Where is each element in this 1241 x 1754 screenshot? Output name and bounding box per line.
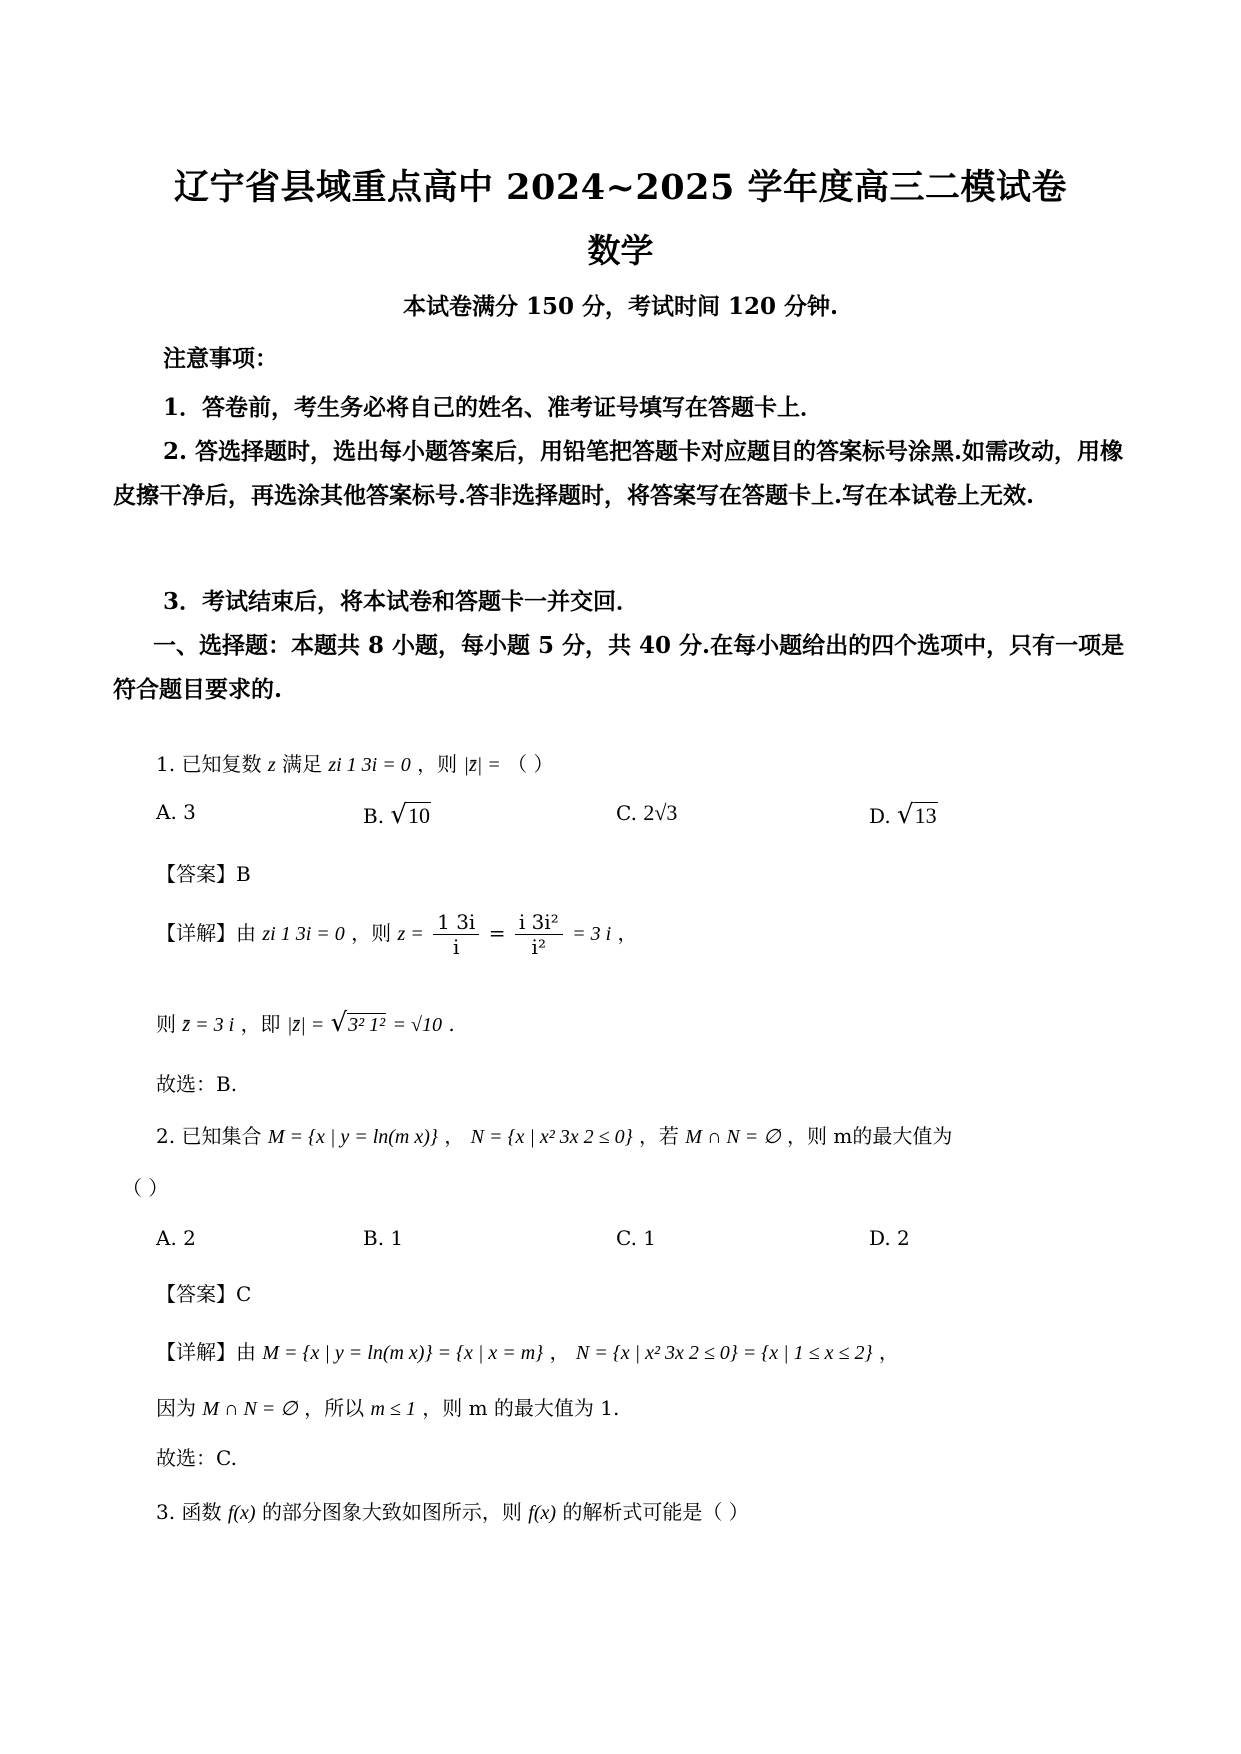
- q2-detail-line2: 因为 M ∩ N = ∅ ，所以 m ≤ 1 ，则 m 的最大值为 1.: [156, 1396, 620, 1420]
- q1-detail-line2: 则 z̄ = 3 i ，即 |z̄| = √3² 1² = √10 .: [156, 1008, 455, 1038]
- question-3-stem: 3. 函数 f(x) 的部分图象大致如图所示，则 f(x) 的解析式可能是（ ）: [156, 1500, 749, 1524]
- q2-option-a: A. 2: [156, 1226, 196, 1250]
- notice-item-1: 1．答卷前，考生务必将自己的姓名、准考证号填写在答题卡上．: [163, 394, 824, 421]
- q1-option-c: C. 2√3: [616, 800, 678, 825]
- q2-detail-line1: 【详解】由 M = {x | y = ln(m x)} = {x | x = m} ， N = {x | x² 3x 2 ≤ 0} = {x | 1 ≤ x ≤ 2} ，: [156, 1340, 899, 1364]
- section-heading: 一、选择题：本题共 8 小题，每小题 5 分，共 40 分.在每小题给出的四个选项中，只有一项是符合题目要求的.: [113, 632, 1125, 703]
- exam-title: 辽宁省县域重点高中 2024~2025 学年度高三二模试卷: [173, 167, 1068, 208]
- q1-conclusion: 故选：B.: [156, 1072, 238, 1096]
- q1-option-d: D. √13: [869, 800, 937, 830]
- notice-item-2: 2. 答选择题时，选出每小题答案后，用铅笔把答题卡对应题目的答案标号涂黑.如需改动，用橡皮擦干净后，再选涂其他答案标号.答非选择题时，将答案写在答题卡上.写在本试卷上无效.: [113, 438, 1124, 509]
- q2-option-c: C. 1: [616, 1226, 657, 1250]
- notice-heading: 注意事项：: [163, 345, 278, 372]
- subject-title: 数学: [587, 231, 654, 270]
- q2-option-d: D. 2: [869, 1226, 910, 1250]
- q2-conclusion: 故选：C.: [156, 1446, 237, 1470]
- question-1-stem: 1. 已知复数 z 满足 zi 1 3i = 0 ，则 |z̄| = （ ）: [156, 752, 554, 776]
- notice-item-3: 3．考试结束后，将本试卷和答题卡一并交回．: [163, 588, 640, 615]
- q1-detail-line1: 【详解】由 zi 1 3i = 0 ，则 z = $\frac{1 3i}{i}$ = $\frac{\text{i 3i²}}{\text{i²}}$ = 3 i ，: [156, 910, 638, 959]
- q1-option-b: B. √10: [363, 800, 430, 830]
- q1-answer: 【答案】B: [156, 862, 251, 886]
- question-2-stem: 2. 已知集合 M = {x | y = ln(m x)} ， N = {x | x² 3x 2 ≤ 0} ，若 M ∩ N = ∅ ，则 m的最大值为: [156, 1124, 953, 1148]
- exam-intro: 本试卷满分 150 分，考试时间 120 分钟.: [402, 293, 839, 320]
- q1-option-a: A. 3: [156, 800, 196, 824]
- q2-answer: 【答案】C: [156, 1282, 252, 1306]
- question-2-paren: （ ）: [122, 1176, 169, 1200]
- q2-option-b: B. 1: [363, 1226, 404, 1250]
